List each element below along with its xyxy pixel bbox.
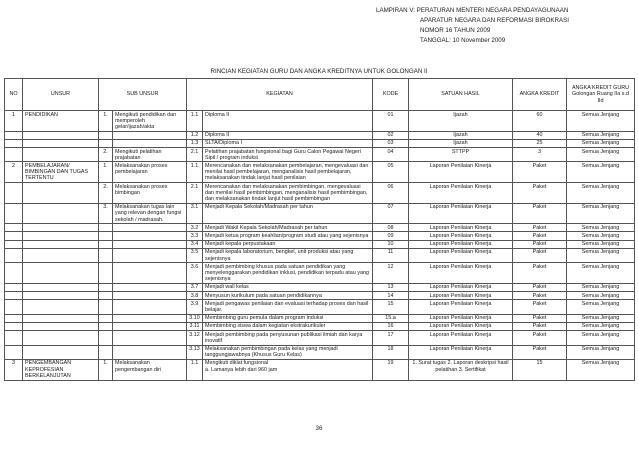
cell-satuan: Laporan Penilaian Kinerja xyxy=(409,283,513,291)
cell-sub-no xyxy=(99,139,113,147)
cell-kegiatan-no: 1.1 xyxy=(187,162,203,183)
cell-sub-unsur xyxy=(113,345,187,359)
cell-no xyxy=(5,283,23,291)
cell-kegiatan-no: 3.5 xyxy=(187,248,203,262)
cell-satuan: Laporan Penilaian Kinerja xyxy=(409,248,513,262)
cell-no xyxy=(5,139,23,147)
cell-kegiatan: Menjadi pengawas penilaian dan evaluasi terhadap proses dan hasil belajar. xyxy=(203,300,373,314)
cell-kegiatan-no: 3.2 xyxy=(187,224,203,232)
cell-unsur xyxy=(23,183,99,204)
cell-sub-no: 1. xyxy=(99,162,113,183)
cell-angka-kredit: Paket xyxy=(513,345,567,359)
table-row xyxy=(5,300,635,314)
cell-kegiatan: Melaksanakan pembimbingan pada kelas yang menjadi tanggungjawabnya (Khusus Guru Kelas) xyxy=(203,345,373,359)
header-line-3: NOMOR 16 TAHUN 2009 xyxy=(420,27,491,34)
cell-unsur xyxy=(23,292,99,300)
cell-kode: 10 xyxy=(373,240,409,248)
table-row xyxy=(5,322,635,330)
cell-kode: 06 xyxy=(373,183,409,204)
cell-satuan: Laporan Penilaian Kinerja xyxy=(409,162,513,183)
cell-unsur: PENGEMBANGAN KEPROFESIAN BERKELANJUTAN xyxy=(23,359,99,380)
activity-credit-table xyxy=(4,78,635,381)
cell-sub-unsur xyxy=(113,139,187,147)
cell-angka-kredit: Paket xyxy=(513,232,567,240)
cell-angka-kredit: 15 xyxy=(513,359,567,380)
table-row xyxy=(5,283,635,291)
cell-angka-kredit: 40 xyxy=(513,131,567,139)
cell-kegiatan: Membimbing guru pemula dalam program induksi xyxy=(203,314,373,322)
cell-kode: 13 xyxy=(373,283,409,291)
col-header-no: NO xyxy=(5,79,23,111)
cell-kegiatan-no: 1.1 xyxy=(187,111,203,132)
cell-sub-unsur xyxy=(113,292,187,300)
cell-kode: 11 xyxy=(373,248,409,262)
cell-guru: Semua Jenjang xyxy=(567,148,635,162)
cell-satuan: Ijazah xyxy=(409,111,513,132)
cell-kode: 04 xyxy=(373,148,409,162)
cell-sub-unsur xyxy=(113,331,187,345)
cell-kode: 18 xyxy=(373,345,409,359)
table-row xyxy=(5,148,635,162)
table-row xyxy=(5,139,635,147)
cell-unsur xyxy=(23,224,99,232)
table-row xyxy=(5,248,635,262)
cell-kegiatan: Menjadi Wakil Kepala Sekolah/Madrasah per tahun xyxy=(203,224,373,232)
cell-kegiatan: Merencanakan dan melaksanakan pembimbingan, mengevaluasi dan menilai hasil pembimbingan, menganalisis hasil pembimbingan, dan melaksanakan tindak lanjut hasil pembimbingan xyxy=(203,183,373,204)
table-row xyxy=(5,345,635,359)
cell-guru: Semua Jenjang xyxy=(567,263,635,284)
cell-no xyxy=(5,240,23,248)
cell-kode: 16 xyxy=(373,322,409,330)
cell-no xyxy=(5,314,23,322)
cell-satuan: Laporan Penilaian Kinerja xyxy=(409,263,513,284)
cell-kegiatan: Menjadi kepala laboratorium, bengkel, unit produksi atau yang sejenisnya xyxy=(203,248,373,262)
cell-no xyxy=(5,131,23,139)
cell-sub-no xyxy=(99,345,113,359)
cell-unsur: PEMBELAJARAN/ BIMBINGAN DAN TUGAS TERTENTU xyxy=(23,162,99,183)
cell-sub-unsur xyxy=(113,283,187,291)
cell-kode: 03 xyxy=(373,139,409,147)
cell-angka-kredit: Paket xyxy=(513,203,567,224)
cell-guru: Semua Jenjang xyxy=(567,322,635,330)
cell-no xyxy=(5,224,23,232)
cell-kode: 12 xyxy=(373,263,409,284)
cell-guru: Semua Jenjang xyxy=(567,203,635,224)
col-header-unsur: UNSUR xyxy=(23,79,99,111)
header-line-4: TANGGAL: 10 November 2009 xyxy=(420,37,506,44)
cell-kode: 14 xyxy=(373,292,409,300)
table-title: RINCIAN KEGIATAN GURU DAN ANGKA KREDITNYA UNTUK GOLONGAN II xyxy=(210,68,428,75)
cell-sub-no xyxy=(99,248,113,262)
cell-angka-kredit: Paket xyxy=(513,263,567,284)
cell-no: 1 xyxy=(5,111,23,132)
cell-kegiatan: Menjadi pembimbing pada penyusunan publikasi ilmiah dan karya inovatif xyxy=(203,331,373,345)
cell-satuan: Laporan Penilaian Kinerja xyxy=(409,300,513,314)
cell-angka-kredit: Paket xyxy=(513,331,567,345)
cell-sub-no xyxy=(99,300,113,314)
table-row xyxy=(5,240,635,248)
cell-unsur xyxy=(23,139,99,147)
col-header-kode: KODE xyxy=(373,79,409,111)
cell-kegiatan-no: 1.1 xyxy=(187,359,203,380)
cell-no xyxy=(5,232,23,240)
cell-sub-no xyxy=(99,224,113,232)
cell-sub-unsur: Melaksanakan proses bimbingan xyxy=(113,183,187,204)
cell-kode: 07 xyxy=(373,203,409,224)
cell-guru: Semua Jenjang xyxy=(567,283,635,291)
cell-guru: Semua Jenjang xyxy=(567,139,635,147)
cell-angka-kredit: Paket xyxy=(513,322,567,330)
cell-kegiatan: Menjadi kepala perpustakaan xyxy=(203,240,373,248)
cell-unsur xyxy=(23,248,99,262)
cell-unsur: PENDIDIKAN xyxy=(23,111,99,132)
cell-kode: 15 xyxy=(373,300,409,314)
cell-no xyxy=(5,248,23,262)
col-header-satuan: SATUAN HASIL xyxy=(409,79,513,111)
cell-satuan: STTPP xyxy=(409,148,513,162)
cell-kegiatan-no: 3.3 xyxy=(187,232,203,240)
cell-sub-no xyxy=(99,283,113,291)
cell-no xyxy=(5,345,23,359)
cell-sub-no xyxy=(99,240,113,248)
cell-kegiatan: Menyusun kurikulum pada satuan pendidikannya xyxy=(203,292,373,300)
cell-sub-no xyxy=(99,322,113,330)
table-row xyxy=(5,111,635,132)
cell-kode: 19 xyxy=(373,359,409,380)
cell-angka-kredit: Paket xyxy=(513,283,567,291)
cell-angka-kredit: Paket xyxy=(513,183,567,204)
cell-angka-kredit: Paket xyxy=(513,300,567,314)
cell-kode: 15.a xyxy=(373,314,409,322)
cell-kode: 05 xyxy=(373,162,409,183)
table-row xyxy=(5,183,635,204)
cell-guru: Semua Jenjang xyxy=(567,248,635,262)
table-row xyxy=(5,331,635,345)
cell-satuan: Laporan Penilaian Kinerja xyxy=(409,331,513,345)
cell-kegiatan: Diploma II xyxy=(203,131,373,139)
cell-guru: Semua Jenjang xyxy=(567,314,635,322)
cell-satuan: Laporan Penilaian Kinerja xyxy=(409,224,513,232)
cell-sub-no: 2. xyxy=(99,148,113,162)
document-header xyxy=(376,6,569,46)
cell-kegiatan-no: 1.2 xyxy=(187,131,203,139)
cell-kegiatan-no: 3.9 xyxy=(187,300,203,314)
cell-kode: 01 xyxy=(373,111,409,132)
cell-sub-unsur xyxy=(113,232,187,240)
cell-angka-kredit: Paket xyxy=(513,162,567,183)
cell-angka-kredit: 60 xyxy=(513,111,567,132)
cell-kode: 08 xyxy=(373,224,409,232)
cell-sub-no: 1. xyxy=(99,111,113,132)
cell-kegiatan: Menjadi ketua program keahlian/program studi atau yang sejenisnya xyxy=(203,232,373,240)
cell-no xyxy=(5,331,23,345)
cell-kegiatan: Merencanakan dan melaksanakan pembelajaran, mengevaluasi dan menilai hasil pembelajaran, menganalisis hasil pembelajaran, melaksanakan tindak lanjut hasil penilaian xyxy=(203,162,373,183)
cell-sub-no: 1. xyxy=(99,359,113,380)
cell-sub-unsur: Melaksanakan pengembangan diri xyxy=(113,359,187,380)
cell-guru: Semua Jenjang xyxy=(567,111,635,132)
cell-satuan: 1. Surat tugas 2. Laporan deskripsi hasil pelatihan 3. Sertifikat xyxy=(409,359,513,380)
cell-guru: Semua Jenjang xyxy=(567,345,635,359)
cell-sub-unsur xyxy=(113,131,187,139)
cell-satuan: Ijazah xyxy=(409,131,513,139)
cell-kegiatan: Menjadi Kepala Sekolah/Madrasah per tahun xyxy=(203,203,373,224)
cell-kegiatan-no: 3.11 xyxy=(187,322,203,330)
cell-angka-kredit: Paket xyxy=(513,314,567,322)
cell-kode: 02 xyxy=(373,131,409,139)
cell-angka-kredit: Paket xyxy=(513,240,567,248)
header-line-1: LAMPIRAN V: PERATURAN MENTERI NEGARA PENDAYAGUNAAN xyxy=(376,7,569,14)
cell-kegiatan: Pelatihan prajabatan fungsional bagi Guru Calon Pegawai Negeri Sipil / program induksi xyxy=(203,148,373,162)
header-line-2: APARATUR NEGARA DAN REFORMASI BIROKRASI xyxy=(420,17,569,24)
cell-sub-unsur: Mengikuti pendidikan dan memperoleh gelar/ijazah/akta xyxy=(113,111,187,132)
cell-unsur xyxy=(23,232,99,240)
cell-satuan: Laporan Penilaian Kinerja xyxy=(409,345,513,359)
cell-no xyxy=(5,292,23,300)
cell-no: 3 xyxy=(5,359,23,380)
table-row xyxy=(5,203,635,224)
cell-sub-no xyxy=(99,331,113,345)
cell-sub-no: 2. xyxy=(99,183,113,204)
cell-kegiatan-no: 3.13 xyxy=(187,345,203,359)
cell-sub-unsur xyxy=(113,263,187,284)
cell-angka-kredit: 3 xyxy=(513,148,567,162)
cell-guru: Semua Jenjang xyxy=(567,232,635,240)
col-header-angka-kredit: ANGKA KREDIT xyxy=(513,79,567,111)
table-row xyxy=(5,232,635,240)
cell-satuan: Laporan Penilaian Kinerja xyxy=(409,314,513,322)
cell-satuan: Laporan Penilaian Kinerja xyxy=(409,240,513,248)
cell-unsur xyxy=(23,322,99,330)
cell-kegiatan: Membimbing siswa dalam kegiatan ekstrakurikuler xyxy=(203,322,373,330)
cell-kegiatan: Diploma II xyxy=(203,111,373,132)
cell-sub-no xyxy=(99,131,113,139)
cell-unsur xyxy=(23,345,99,359)
cell-kode: 09 xyxy=(373,232,409,240)
cell-unsur xyxy=(23,300,99,314)
cell-angka-kredit: Paket xyxy=(513,248,567,262)
cell-sub-no xyxy=(99,292,113,300)
cell-sub-unsur: Mengikuti pelatihan prajabatan xyxy=(113,148,187,162)
cell-angka-kredit: Paket xyxy=(513,292,567,300)
col-header-guru: ANGKA KREDIT GURU Golongan Ruang IIa s.d IId xyxy=(567,79,635,111)
cell-unsur xyxy=(23,203,99,224)
table-row xyxy=(5,263,635,284)
table-row xyxy=(5,292,635,300)
cell-no xyxy=(5,148,23,162)
cell-sub-unsur xyxy=(113,314,187,322)
cell-kegiatan: SLTA/Diploma I xyxy=(203,139,373,147)
cell-kegiatan-no: 2.1 xyxy=(187,148,203,162)
cell-guru: Semua Jenjang xyxy=(567,240,635,248)
page-number: 36 xyxy=(315,425,323,432)
col-header-kegiatan: KEGIATAN xyxy=(187,79,373,111)
cell-kegiatan: Menjadi wali kelas xyxy=(203,283,373,291)
cell-sub-no: 3. xyxy=(99,203,113,224)
cell-angka-kredit: 25 xyxy=(513,139,567,147)
cell-kegiatan-no: 3.1 xyxy=(187,203,203,224)
cell-kegiatan-no: 2.1 xyxy=(187,183,203,204)
cell-guru: Semua Jenjang xyxy=(567,331,635,345)
cell-satuan: Laporan Penilaian Kinerja xyxy=(409,232,513,240)
cell-no xyxy=(5,300,23,314)
cell-kegiatan-no: 1.3 xyxy=(187,139,203,147)
cell-guru: Semua Jenjang xyxy=(567,300,635,314)
cell-guru: Semua Jenjang xyxy=(567,162,635,183)
cell-satuan: Laporan Penilaian Kinerja xyxy=(409,203,513,224)
cell-unsur xyxy=(23,148,99,162)
table-row xyxy=(5,224,635,232)
cell-no xyxy=(5,203,23,224)
cell-satuan: Ijazah xyxy=(409,139,513,147)
cell-satuan: Laporan Penilaian Kinerja xyxy=(409,183,513,204)
cell-sub-unsur xyxy=(113,300,187,314)
col-header-sub-unsur: SUB UNSUR xyxy=(99,79,187,111)
cell-unsur xyxy=(23,131,99,139)
cell-sub-unsur xyxy=(113,224,187,232)
cell-unsur xyxy=(23,263,99,284)
cell-kegiatan-no: 3.7 xyxy=(187,283,203,291)
cell-kegiatan-no: 3.6 xyxy=(187,263,203,284)
cell-sub-unsur xyxy=(113,322,187,330)
cell-kegiatan-no: 3.10 xyxy=(187,314,203,322)
table-row xyxy=(5,314,635,322)
cell-guru: Semua Jenjang xyxy=(567,183,635,204)
table-row xyxy=(5,162,635,183)
cell-kegiatan-no: 3.8 xyxy=(187,292,203,300)
cell-unsur xyxy=(23,314,99,322)
cell-kegiatan-no: 3.4 xyxy=(187,240,203,248)
cell-sub-unsur: Melaksanakan tugas lain yang relevan dengan fungsi sekolah / madrasah. xyxy=(113,203,187,224)
cell-unsur xyxy=(23,283,99,291)
cell-no xyxy=(5,322,23,330)
table-header-row xyxy=(5,79,635,111)
cell-sub-unsur: Melaksanakan proses pembelajaran xyxy=(113,162,187,183)
cell-kegiatan: Mengikuti diklat fungsional a. Lamanya lebih dari 960 jam xyxy=(203,359,373,380)
cell-no: 2 xyxy=(5,162,23,183)
cell-kode: 17 xyxy=(373,331,409,345)
cell-no xyxy=(5,183,23,204)
cell-guru: Semua Jenjang xyxy=(567,224,635,232)
cell-no xyxy=(5,263,23,284)
cell-sub-no xyxy=(99,314,113,322)
cell-kegiatan-no: 3.12 xyxy=(187,331,203,345)
cell-sub-no xyxy=(99,232,113,240)
cell-unsur xyxy=(23,331,99,345)
cell-guru: Semua Jenjang xyxy=(567,292,635,300)
table-row xyxy=(5,131,635,139)
cell-guru: Semua Jenjang xyxy=(567,131,635,139)
cell-sub-no xyxy=(99,263,113,284)
cell-sub-unsur xyxy=(113,240,187,248)
cell-guru: Semua Jenjang xyxy=(567,359,635,380)
cell-angka-kredit: Paket xyxy=(513,224,567,232)
cell-satuan: Laporan Penilaian Kinerja xyxy=(409,292,513,300)
cell-unsur xyxy=(23,240,99,248)
cell-kegiatan: Menjadi pembimbing khusus pada satuan pendidikan yang menyelenggarakan pendidikan inklusi, pendidikan terpadu atau yang sejenisnya xyxy=(203,263,373,284)
cell-satuan: Laporan Penilaian Kinerja xyxy=(409,322,513,330)
cell-sub-unsur xyxy=(113,248,187,262)
table-row xyxy=(5,359,635,380)
